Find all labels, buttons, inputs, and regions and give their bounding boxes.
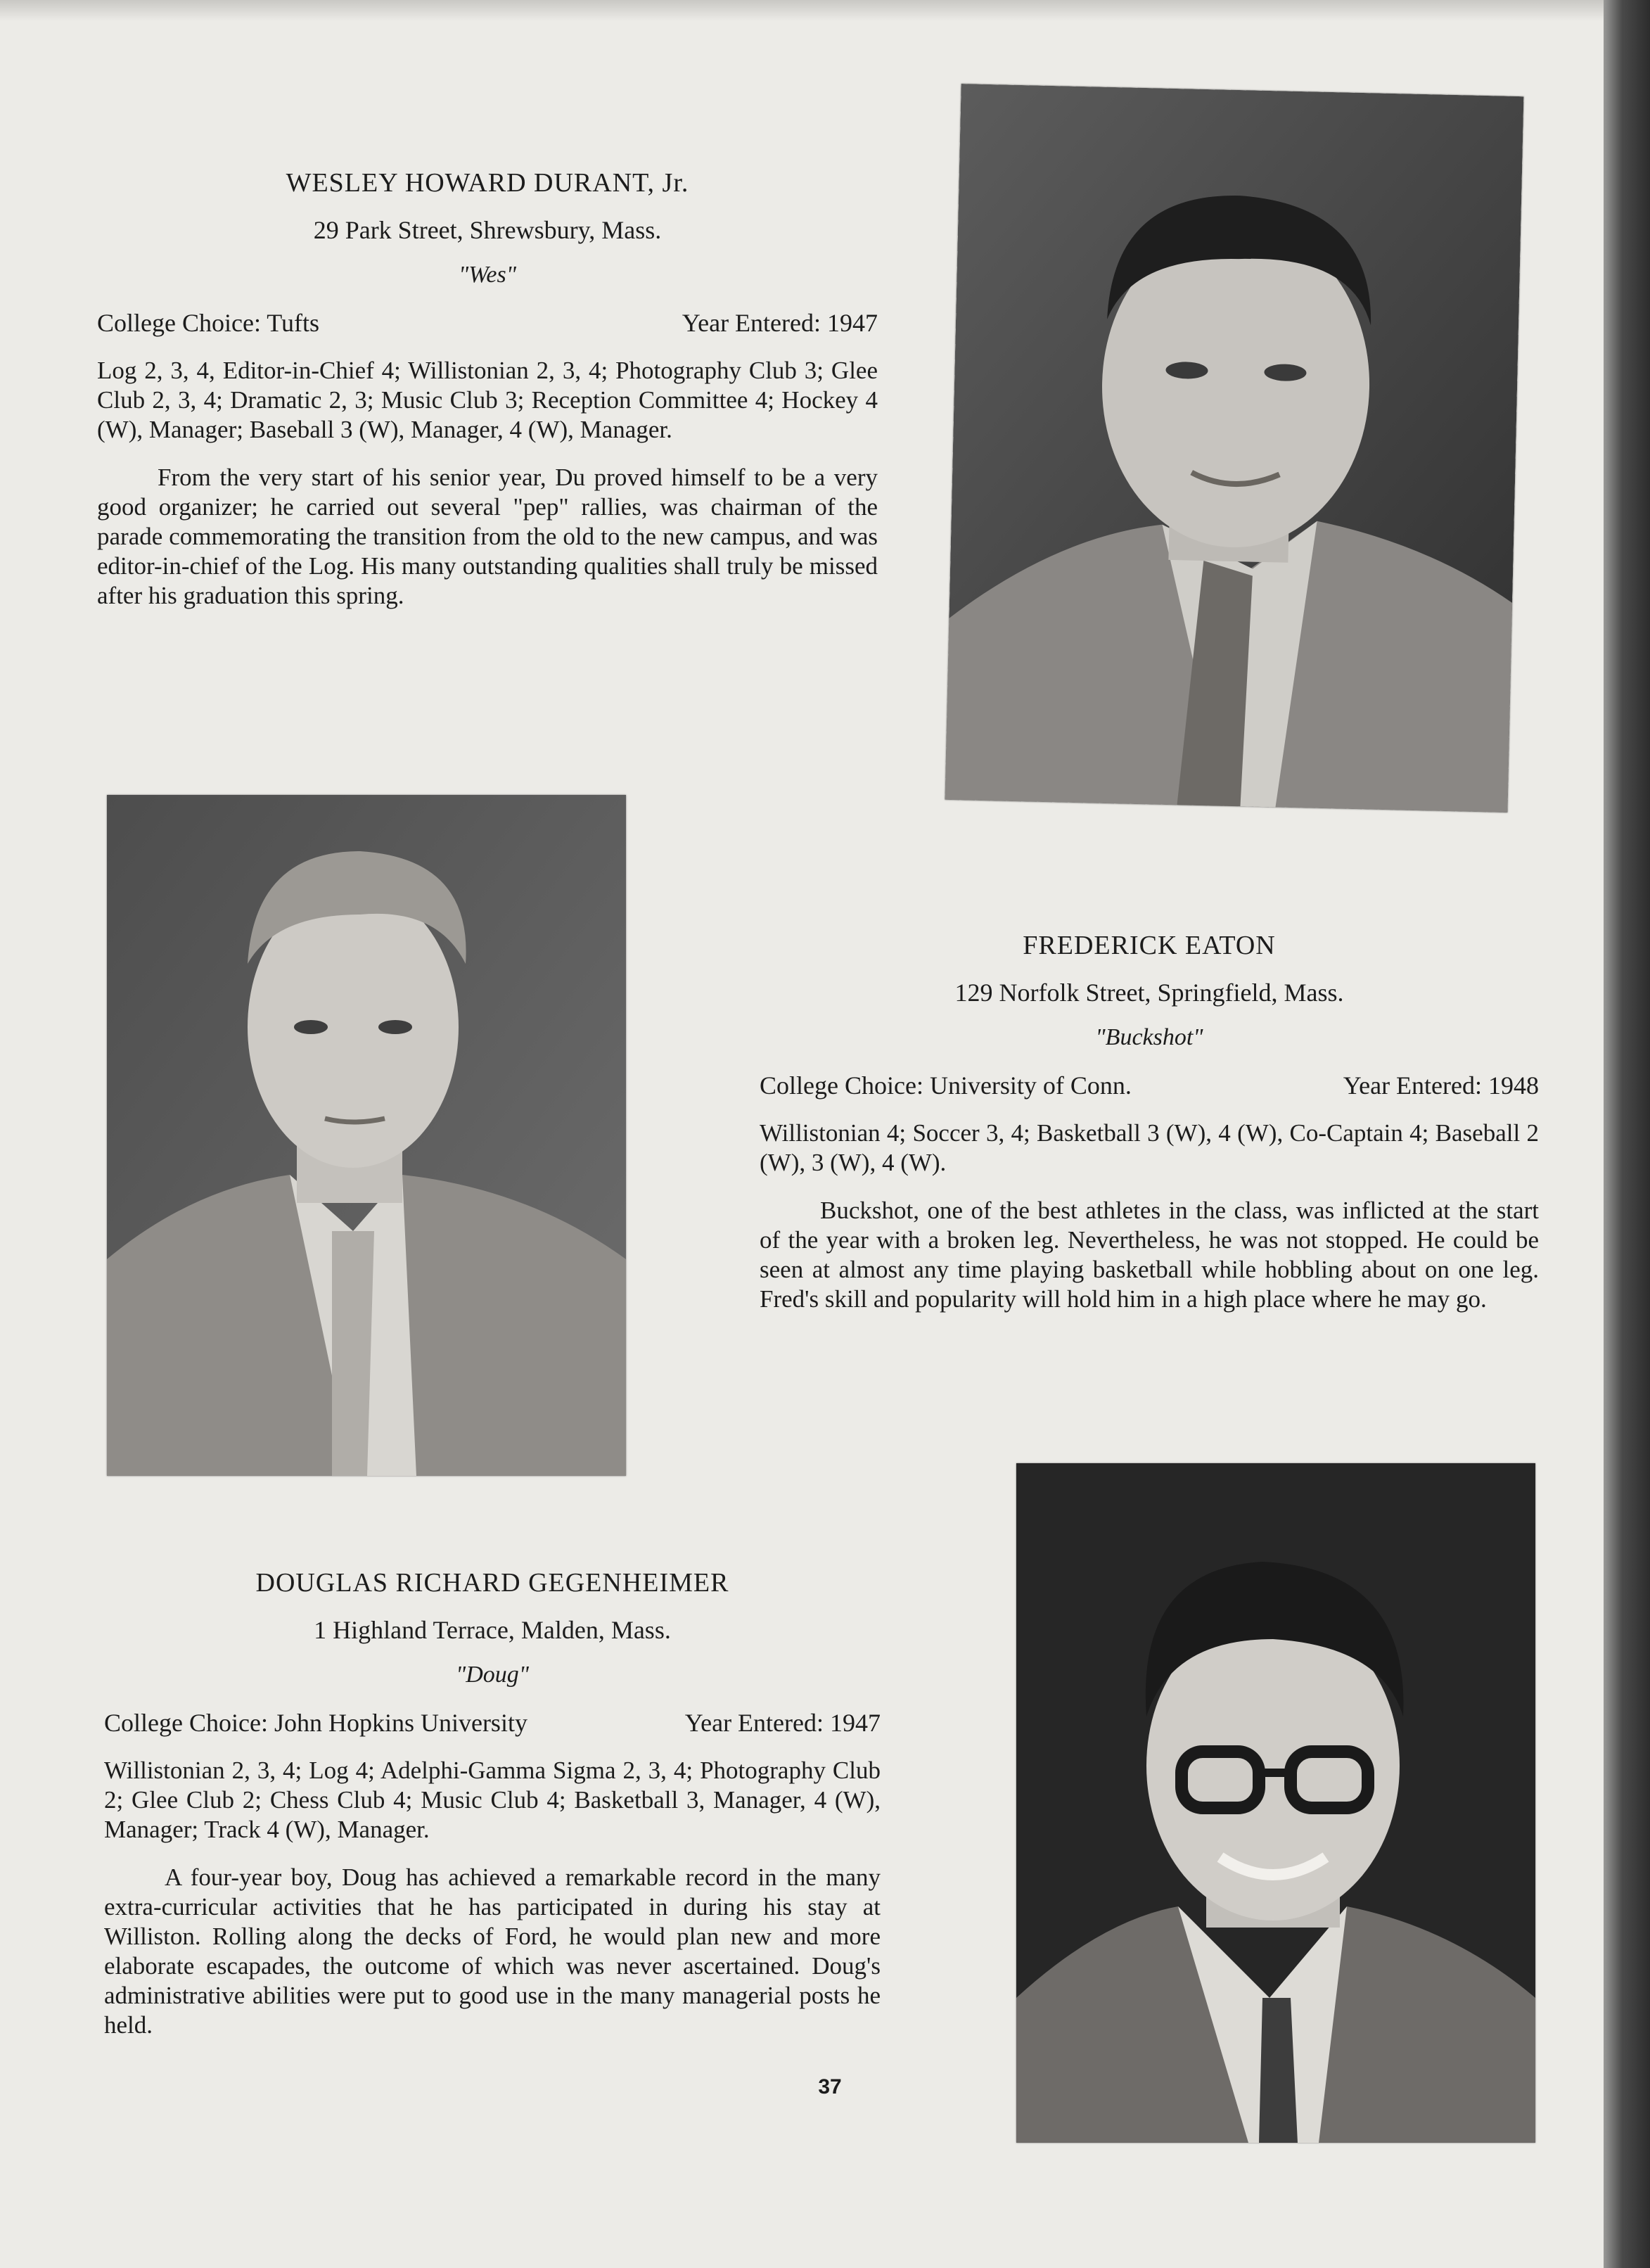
student-address: 29 Park Street, Shrewsbury, Mass.	[313, 216, 662, 244]
student-nickname: "Buckshot"	[1095, 1024, 1203, 1050]
student-bio-eaton	[760, 930, 1539, 1314]
choice-row	[104, 1708, 881, 1738]
student-bio-gegenheimer	[104, 1567, 881, 2040]
student-name: FREDERICK EATON	[1023, 931, 1276, 960]
student-activities: Log 2, 3, 4, Editor-in-Chief 4; Willistonian 2, 3, 4; Photography Club 3; Glee Club 2, 3, 4; Dramatic 2, 3; Music Club 3; Reception Committee 4; Hockey 4 (W), Manager; Baseball 3 (W), Manager, 4 (W), Manager.	[97, 357, 878, 443]
college-choice: College Choice: University of Conn.	[760, 1071, 1132, 1100]
page-top-edge	[0, 0, 1604, 21]
choice-row	[97, 308, 878, 338]
student-address: 1 Highland Terrace, Malden, Mass.	[314, 1616, 671, 1644]
year-entered: Year Entered: 1948	[1343, 1071, 1539, 1100]
binding-edge	[1604, 0, 1650, 2268]
choice-row	[760, 1071, 1539, 1100]
portrait-photo-eaton	[107, 795, 626, 1476]
portrait-photo-durant	[945, 84, 1524, 813]
student-name: WESLEY HOWARD DURANT, Jr.	[286, 168, 689, 198]
student-description: Buckshot, one of the best athletes in the class, was inflicted at the start of the year with a broken leg. Nevertheless, he was not stopped. He could be seen at almost any time playing basketball while hobbling about on one leg. Fred's skill and popularity will hold him in a high place where he may go.	[760, 1197, 1539, 1313]
portrait-photo-gegenheimer	[1016, 1463, 1535, 2143]
student-bio-durant	[97, 167, 878, 611]
student-name: DOUGLAS RICHARD GEGENHEIMER	[255, 1568, 729, 1598]
page-number: 37	[818, 2075, 842, 2098]
year-entered: Year Entered: 1947	[682, 309, 878, 337]
student-activities: Willistonian 2, 3, 4; Log 4; Adelphi-Gamma Sigma 2, 3, 4; Photography Club 2; Glee Club 2; Chess Club 4; Music Club 4; Basketball 3, Manager, 4 (W), Manager; Track 4 (W), Manager.	[104, 1757, 881, 1843]
student-description: A four-year boy, Doug has achieved a remarkable record in the many extra-curricular activities that he has participated in during his stay at Williston. Rolling along the decks of Ford, he would plan new and more elaborate escapades, the outcome of which was never ascertained. Doug's administrative abilities were put to good use in the many managerial posts he held.	[104, 1864, 881, 2039]
college-choice: College Choice: John Hopkins University	[104, 1709, 527, 1737]
college-choice: College Choice: Tufts	[97, 309, 320, 337]
student-address: 129 Norfolk Street, Springfield, Mass.	[954, 979, 1344, 1007]
student-description: From the very start of his senior year, Du proved himself to be a very good organizer; he carried out several "pep" rallies, was chairman of the parade commemorating the transition from the old to the new campus, and was editor-in-chief of the Log. His many outstanding qualities shall truly be missed after his graduation this spring.	[97, 464, 878, 609]
student-nickname: "Wes"	[458, 262, 517, 288]
student-nickname: "Doug"	[455, 1662, 530, 1688]
student-activities: Willistonian 4; Soccer 3, 4; Basketball 3 (W), 4 (W), Co-Captain 4; Baseball 2 (W), 3 (W), 4 (W).	[760, 1119, 1539, 1176]
year-entered: Year Entered: 1947	[684, 1709, 881, 1737]
